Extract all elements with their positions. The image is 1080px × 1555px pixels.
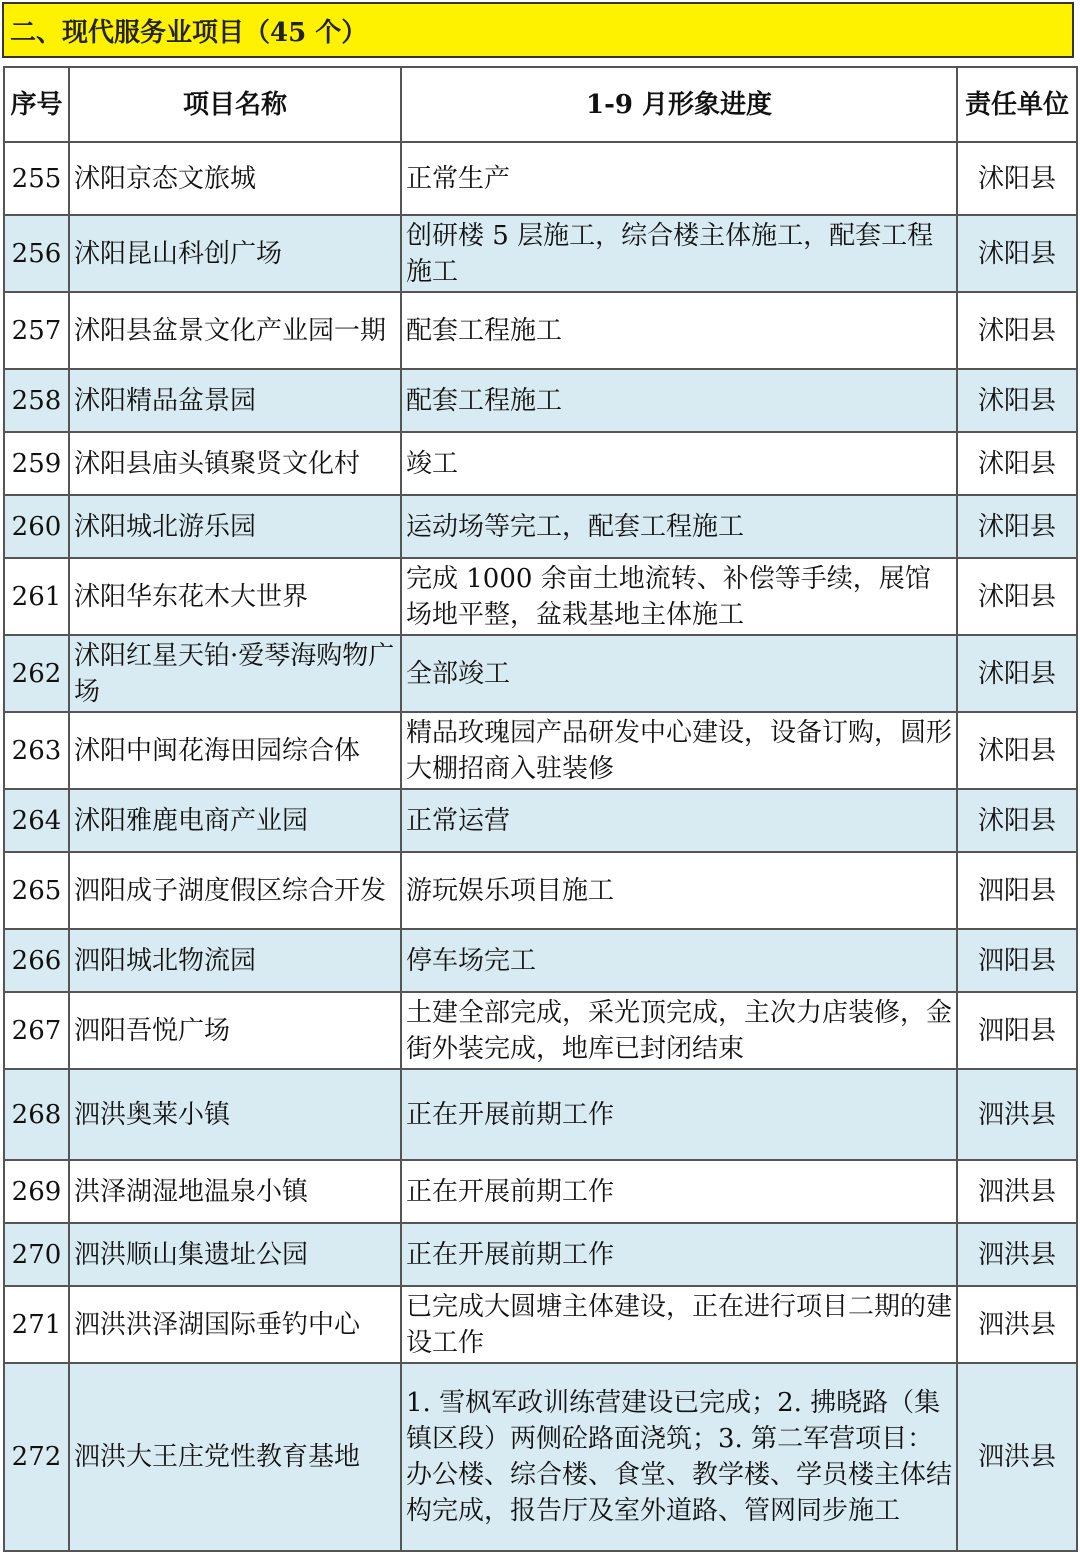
row-num: 269 (4, 1160, 69, 1223)
row-progress: 全部竣工 (401, 635, 957, 712)
row-progress: 运动场等完工，配套工程施工 (401, 495, 957, 558)
table-row (4, 292, 1077, 369)
row-num: 272 (4, 1363, 69, 1551)
row-name: 泗阳成子湖度假区综合开发 (69, 852, 401, 929)
row-unit: 泗洪县 (957, 1069, 1077, 1160)
section-title-banner (2, 2, 1074, 58)
row-name: 沭阳雅鹿电商产业园 (69, 789, 401, 852)
row-num: 266 (4, 929, 69, 992)
row-num: 268 (4, 1069, 69, 1160)
row-progress: 创研楼 5 层施工，综合楼主体施工，配套工程施工 (401, 215, 957, 292)
header-name: 项目名称 (69, 67, 401, 142)
row-progress: 配套工程施工 (401, 292, 957, 369)
row-progress: 停车场完工 (401, 929, 957, 992)
row-name: 泗阳吾悦广场 (69, 992, 401, 1069)
row-unit: 泗洪县 (957, 1160, 1077, 1223)
row-name: 沭阳精品盆景园 (69, 369, 401, 432)
row-num: 257 (4, 292, 69, 369)
row-num: 260 (4, 495, 69, 558)
section-title: 二、现代服务业项目（45 个） (10, 17, 368, 48)
row-name: 沭阳昆山科创广场 (69, 215, 401, 292)
row-unit: 沭阳县 (957, 215, 1077, 292)
table-row (4, 369, 1077, 432)
row-num: 259 (4, 432, 69, 495)
table-row (4, 432, 1077, 495)
row-unit: 泗阳县 (957, 992, 1077, 1069)
table-row (4, 789, 1077, 852)
table-row (4, 1223, 1077, 1286)
row-unit: 泗阳县 (957, 929, 1077, 992)
row-unit: 沭阳县 (957, 292, 1077, 369)
table-row (4, 215, 1077, 292)
row-num: 271 (4, 1286, 69, 1363)
row-progress: 精品玫瑰园产品研发中心建设，设备订购，圆形大棚招商入驻装修 (401, 712, 957, 789)
row-num: 256 (4, 215, 69, 292)
row-unit: 泗洪县 (957, 1363, 1077, 1551)
row-progress: 配套工程施工 (401, 369, 957, 432)
row-num: 255 (4, 142, 69, 215)
table-row (4, 142, 1077, 215)
table-row (4, 992, 1077, 1069)
row-unit: 沭阳县 (957, 369, 1077, 432)
row-unit: 沭阳县 (957, 712, 1077, 789)
row-unit: 沭阳县 (957, 432, 1077, 495)
row-unit: 沭阳县 (957, 558, 1077, 635)
row-name: 泗洪洪泽湖国际垂钓中心 (69, 1286, 401, 1363)
row-unit: 沭阳县 (957, 142, 1077, 215)
row-name: 沭阳京态文旅城 (69, 142, 401, 215)
row-num: 270 (4, 1223, 69, 1286)
row-unit: 泗洪县 (957, 1286, 1077, 1363)
table-row (4, 852, 1077, 929)
header-num: 序号 (4, 67, 69, 142)
row-name: 泗洪大王庄党性教育基地 (69, 1363, 401, 1551)
row-progress: 完成 1000 余亩土地流转、补偿等手续，展馆场地平整，盆栽基地主体施工 (401, 558, 957, 635)
table-header-row (4, 67, 1077, 142)
table-row (4, 1286, 1077, 1363)
table-row (4, 635, 1077, 712)
table-row (4, 712, 1077, 789)
row-num: 263 (4, 712, 69, 789)
row-num: 265 (4, 852, 69, 929)
row-num: 261 (4, 558, 69, 635)
row-unit: 泗洪县 (957, 1223, 1077, 1286)
row-name: 沭阳红星天铂·爱琴海购物广场 (69, 635, 401, 712)
row-progress: 正在开展前期工作 (401, 1223, 957, 1286)
table-row (4, 929, 1077, 992)
row-progress: 正常运营 (401, 789, 957, 852)
table-row (4, 558, 1077, 635)
table-row (4, 1069, 1077, 1160)
row-unit: 沭阳县 (957, 635, 1077, 712)
row-progress: 1. 雪枫军政训练营建设已完成；2. 拂晓路（集镇区段）两侧砼路面浇筑；3. 第二军营项目：办公楼、综合楼、食堂、教学楼、学员楼主体结构完成，报告厅及室外道路、管网同步施工 (401, 1363, 957, 1551)
row-name: 沭阳县盆景文化产业园一期 (69, 292, 401, 369)
header-progress: 1-9 月形象进度 (401, 67, 957, 142)
row-name: 沭阳中闽花海田园综合体 (69, 712, 401, 789)
projects-table (3, 66, 1078, 1552)
row-name: 沭阳华东花木大世界 (69, 558, 401, 635)
table-row (4, 1363, 1077, 1551)
row-progress: 游玩娱乐项目施工 (401, 852, 957, 929)
header-unit: 责任单位 (957, 67, 1077, 142)
row-num: 258 (4, 369, 69, 432)
row-progress: 已完成大圆塘主体建设，正在进行项目二期的建设工作 (401, 1286, 957, 1363)
row-progress: 土建全部完成，采光顶完成，主次力店装修，金街外装完成，地库已封闭结束 (401, 992, 957, 1069)
row-name: 泗阳城北物流园 (69, 929, 401, 992)
row-progress: 竣工 (401, 432, 957, 495)
row-name: 洪泽湖湿地温泉小镇 (69, 1160, 401, 1223)
table-row (4, 495, 1077, 558)
row-name: 沭阳城北游乐园 (69, 495, 401, 558)
row-unit: 沭阳县 (957, 789, 1077, 852)
row-progress: 正常生产 (401, 142, 957, 215)
row-progress: 正在开展前期工作 (401, 1160, 957, 1223)
row-name: 泗洪奥莱小镇 (69, 1069, 401, 1160)
row-name: 泗洪顺山集遗址公园 (69, 1223, 401, 1286)
row-num: 264 (4, 789, 69, 852)
row-name: 沭阳县庙头镇聚贤文化村 (69, 432, 401, 495)
row-unit: 泗阳县 (957, 852, 1077, 929)
row-num: 267 (4, 992, 69, 1069)
row-unit: 沭阳县 (957, 495, 1077, 558)
table-row (4, 1160, 1077, 1223)
row-num: 262 (4, 635, 69, 712)
row-progress: 正在开展前期工作 (401, 1069, 957, 1160)
